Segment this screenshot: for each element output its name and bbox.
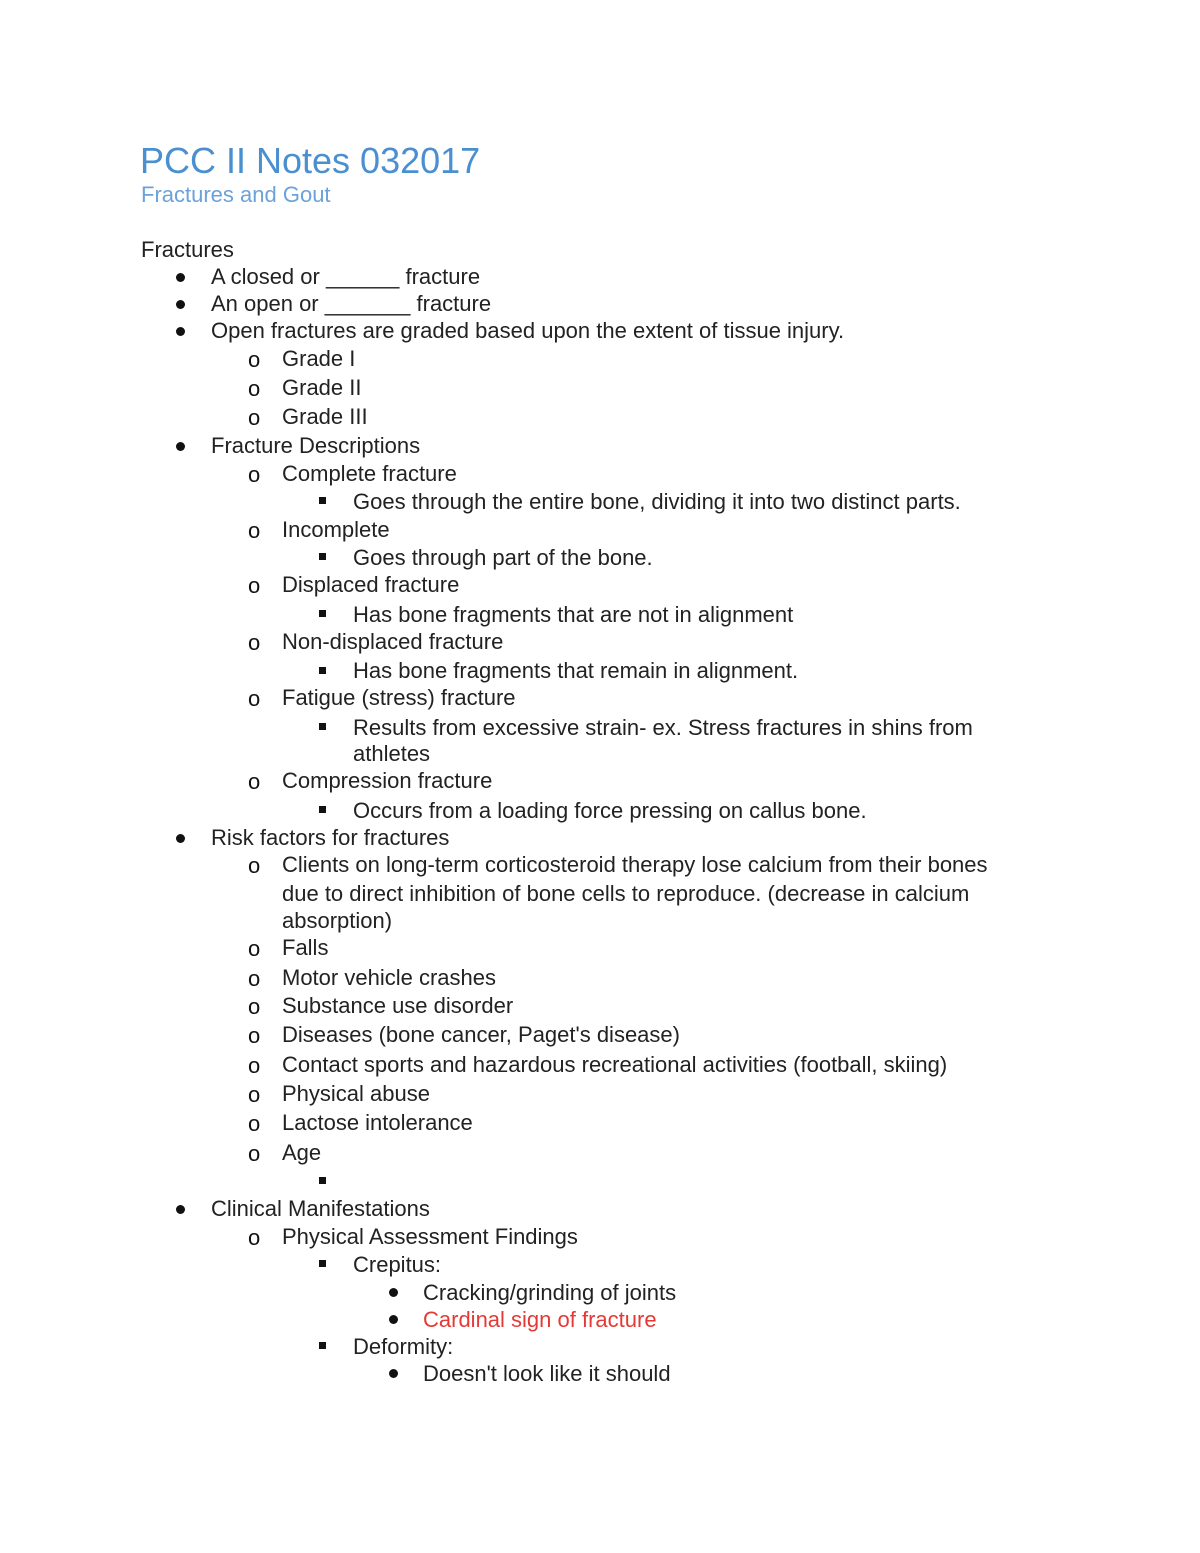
bullet-circle: o — [248, 347, 261, 372]
list-item: Grade III — [282, 404, 368, 429]
bullet-circle: o — [248, 769, 261, 794]
list-item: Incomplete — [282, 517, 390, 542]
bullet-dot — [176, 1205, 185, 1214]
list-item: Results from excessive strain- ex. Stress fractures in shins from — [353, 715, 973, 740]
list-item: Contact sports and hazardous recreational activities (football, skiing) — [282, 1052, 948, 1077]
bullet-square — [319, 497, 326, 504]
bullet-dot — [389, 1369, 398, 1378]
bullet-circle: o — [248, 518, 261, 543]
list-item: Falls — [282, 935, 329, 960]
bullet-square — [319, 1177, 326, 1184]
bullet-dot — [176, 300, 185, 309]
bullet-square — [319, 806, 326, 813]
bullet-square — [319, 1342, 326, 1349]
bullet-circle: o — [248, 994, 261, 1019]
list-item: Goes through the entire bone, dividing it into two distinct parts. — [353, 489, 961, 514]
list-item: Motor vehicle crashes — [282, 965, 496, 990]
list-item: Grade I — [282, 346, 356, 371]
list-item: Has bone fragments that are not in alignment — [353, 602, 794, 627]
list-item-continuation: absorption) — [282, 908, 393, 933]
bullet-circle: o — [248, 1225, 261, 1250]
bullet-square — [319, 667, 326, 674]
bullet-circle: o — [248, 405, 261, 430]
bullet-circle: o — [248, 1053, 261, 1078]
list-item: Deformity: — [353, 1334, 454, 1359]
bullet-dot — [389, 1315, 398, 1324]
list-item: Occurs from a loading force pressing on callus bone. — [353, 798, 867, 823]
list-item: An open or _______ fracture — [211, 291, 492, 316]
list-item: Age — [282, 1140, 322, 1165]
list-item: Physical Assessment Findings — [282, 1224, 578, 1249]
list-item: A closed or ______ fracture — [211, 264, 481, 289]
bullet-dot — [176, 442, 185, 451]
bullet-circle: o — [248, 686, 261, 711]
list-item: Diseases (bone cancer, Paget's disease) — [282, 1022, 680, 1047]
bullet-circle: o — [248, 1111, 261, 1136]
highlight-text: Cardinal sign of fracture — [423, 1307, 657, 1332]
list-item: Fatigue (stress) fracture — [282, 685, 516, 710]
list-item: Substance use disorder — [282, 993, 514, 1018]
page-title: PCC II Notes 032017 — [140, 140, 481, 181]
bullet-circle: o — [248, 853, 261, 878]
list-item: Cracking/grinding of joints — [423, 1280, 677, 1305]
list-item: Has bone fragments that remain in alignment. — [353, 658, 799, 683]
bullet-dot — [176, 327, 185, 336]
bullet-circle: o — [248, 966, 261, 991]
bullet-circle: o — [248, 630, 261, 655]
list-item: Goes through part of the bone. — [353, 545, 653, 570]
bullet-square — [319, 1260, 326, 1267]
bullet-circle: o — [248, 1082, 261, 1107]
list-item-continuation: due to direct inhibition of bone cells to reproduce. (decrease in calcium — [282, 881, 970, 906]
bullet-dot — [176, 834, 185, 843]
list-item: Lactose intolerance — [282, 1110, 473, 1135]
list-item: Physical abuse — [282, 1081, 430, 1106]
bullet-circle: o — [248, 1141, 261, 1166]
bullet-square — [319, 610, 326, 617]
bullet-square — [319, 553, 326, 560]
list-item: Complete fracture — [282, 461, 457, 486]
list-item: Clients on long-term corticosteroid therapy lose calcium from their bones — [282, 852, 988, 877]
bullet-circle: o — [248, 936, 261, 961]
list-item: Displaced fracture — [282, 572, 460, 597]
list-item: Crepitus: — [353, 1252, 442, 1277]
list-item: Compression fracture — [282, 768, 493, 793]
bullet-circle: o — [248, 376, 261, 401]
bullet-circle: o — [248, 1023, 261, 1048]
list-item: Clinical Manifestations — [211, 1196, 430, 1221]
bullet-circle: o — [248, 462, 261, 487]
bullet-square — [319, 723, 326, 730]
page-subtitle: Fractures and Gout — [141, 182, 331, 207]
list-item-continuation: athletes — [353, 741, 431, 766]
list-item: Non-displaced fracture — [282, 629, 504, 654]
bullet-dot — [389, 1288, 398, 1297]
list-item: Risk factors for fractures — [211, 825, 450, 850]
list-item: Open fractures are graded based upon the extent of tissue injury. — [211, 318, 845, 343]
bullet-dot — [176, 273, 185, 282]
section-heading: Fractures — [141, 237, 234, 262]
list-item: Doesn't look like it should — [423, 1361, 671, 1386]
list-item: Grade II — [282, 375, 362, 400]
bullet-circle: o — [248, 573, 261, 598]
list-item: Fracture Descriptions — [211, 433, 421, 458]
